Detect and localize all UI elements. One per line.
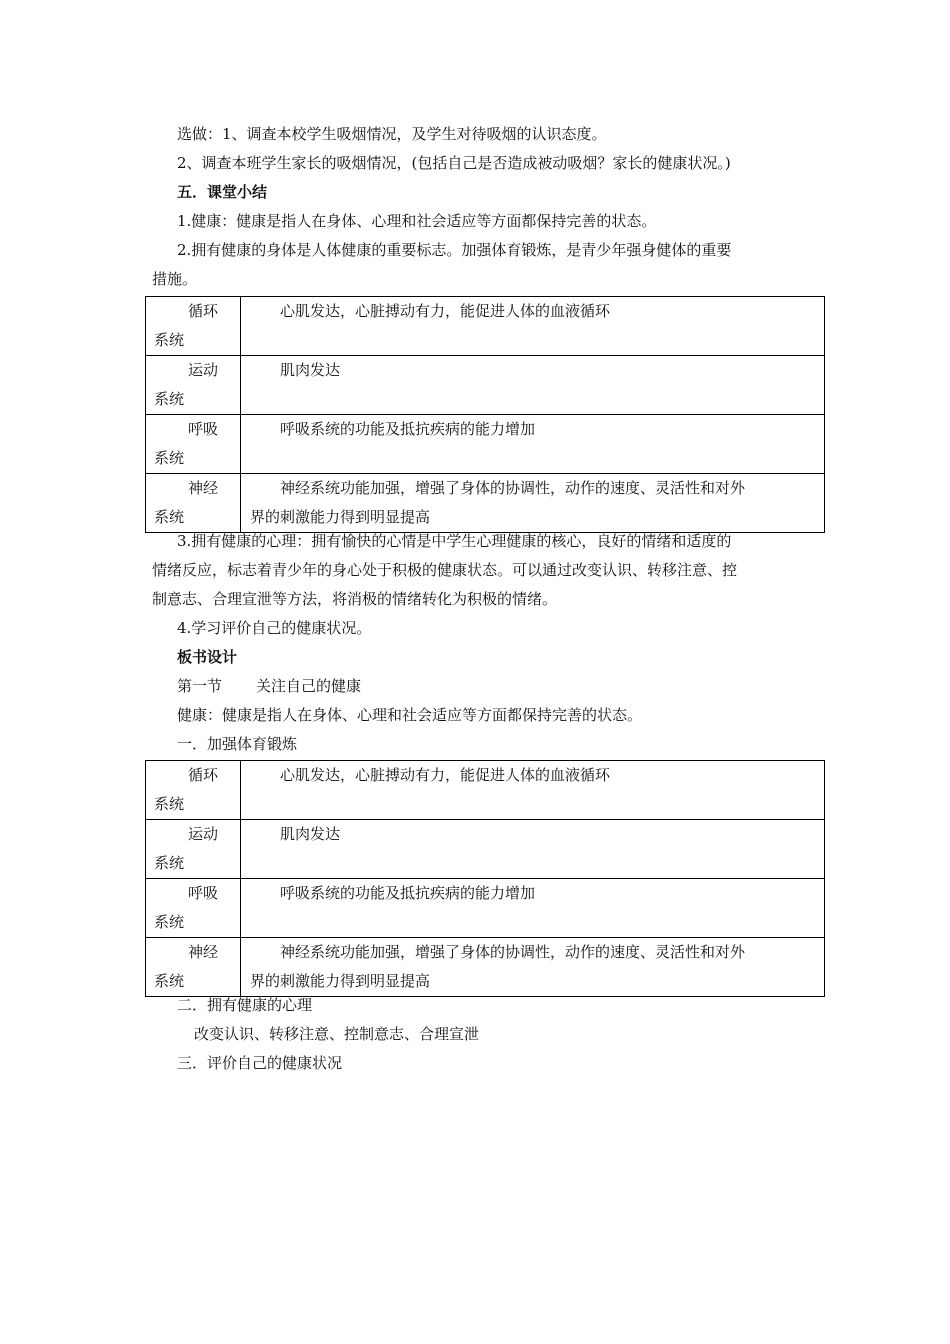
system-name-cell [146, 879, 241, 938]
system-name-part-2: 系统 [154, 854, 185, 872]
system-description: 神经系统功能加强，增强了身体的协调性，动作的速度、灵活性和对外 [280, 479, 746, 497]
system-name-part-1: 呼吸 [188, 884, 219, 902]
system-description-cell [241, 356, 825, 415]
system-description: 呼吸系统的功能及抵抗疾病的能力增加 [280, 420, 536, 438]
system-description-cell [241, 297, 825, 356]
board-system-table [145, 760, 825, 997]
system-name-part-1: 运动 [188, 825, 219, 843]
summary-system-table [145, 296, 825, 533]
system-name-cell [146, 938, 241, 997]
summary-point-2-line-1: 2.拥有健康的身体是人体健康的重要标志。加强体育锻炼，是青少年强身健体的重要 [177, 241, 732, 259]
board-section-number: 第一节 [177, 677, 223, 695]
system-name-cell [146, 356, 241, 415]
system-description-cell [241, 938, 825, 997]
system-description-cell [241, 820, 825, 879]
system-name-cell [146, 415, 241, 474]
system-name-part-2: 系统 [154, 795, 185, 813]
board-point-2-detail: 改变认识、转移注意、控制意志、合理宣泄 [194, 1025, 480, 1043]
system-description-cell [241, 761, 825, 820]
system-description-continued: 界的刺激能力得到明显提高 [250, 508, 431, 526]
table-row [146, 415, 825, 474]
system-name-part-2: 系统 [154, 508, 185, 526]
system-name-part-2: 系统 [154, 913, 185, 931]
system-description: 肌肉发达 [280, 361, 341, 379]
summary-heading: 五．课堂小结 [177, 183, 268, 201]
board-heading: 板书设计 [177, 648, 238, 666]
board-section-line [177, 674, 361, 698]
table-row [146, 356, 825, 415]
table-row [146, 938, 825, 997]
system-description: 神经系统功能加强，增强了身体的协调性，动作的速度、灵活性和对外 [280, 943, 746, 961]
table-row [146, 761, 825, 820]
summary-point-4: 4.学习评价自己的健康状况。 [177, 619, 372, 637]
system-name-cell [146, 297, 241, 356]
system-name-part-2: 系统 [154, 331, 185, 349]
system-description-cell [241, 474, 825, 533]
system-name-part-2: 系统 [154, 449, 185, 467]
elective-line-1: 选做：1、调查本校学生吸烟情况，及学生对待吸烟的认识态度。 [177, 125, 607, 143]
system-name-part-2: 系统 [154, 390, 185, 408]
system-description: 心肌发达，心脏搏动有力，能促进人体的血液循环 [280, 302, 611, 320]
system-name-part-1: 神经 [188, 943, 219, 961]
summary-point-1: 1.健康：健康是指人在身体、心理和社会适应等方面都保持完善的状态。 [177, 212, 657, 230]
system-description: 呼吸系统的功能及抵抗疾病的能力增加 [280, 884, 536, 902]
system-description-continued: 界的刺激能力得到明显提高 [250, 972, 431, 990]
summary-point-3-line-1: 3.拥有健康的心理：拥有愉快的心情是中学生心理健康的核心，良好的情绪和适度的 [177, 532, 732, 550]
system-name-part-1: 呼吸 [188, 420, 219, 438]
elective-line-2: 2、调查本班学生家长的吸烟情况，(包括自己是否造成被动吸烟？家长的健康状况。) [177, 154, 731, 172]
board-section-title: 关注自己的健康 [256, 677, 362, 695]
summary-point-2-line-2: 措施。 [152, 270, 198, 288]
board-point-2: 二．拥有健康的心理 [177, 996, 313, 1014]
table-row [146, 297, 825, 356]
system-description: 肌肉发达 [280, 825, 341, 843]
system-name-cell [146, 474, 241, 533]
system-description: 心肌发达，心脏搏动有力，能促进人体的血液循环 [280, 766, 611, 784]
system-description-cell [241, 879, 825, 938]
table-row [146, 820, 825, 879]
system-name-part-1: 神经 [188, 479, 219, 497]
board-definition: 健康：健康是指人在身体、心理和社会适应等方面都保持完善的状态。 [177, 706, 643, 724]
system-name-part-1: 循环 [188, 766, 219, 784]
system-name-cell [146, 820, 241, 879]
summary-point-3-line-2: 情绪反应，标志着青少年的身心处于积极的健康状态。可以通过改变认识、转移注意、控 [152, 561, 738, 579]
system-description-cell [241, 415, 825, 474]
board-point-3: 三．评价自己的健康状况 [177, 1054, 343, 1072]
table-row [146, 879, 825, 938]
system-name-part-1: 循环 [188, 302, 219, 320]
system-name-part-1: 运动 [188, 361, 219, 379]
system-name-cell [146, 761, 241, 820]
board-point-1: 一．加强体育锻炼 [177, 735, 298, 753]
summary-point-3-line-3: 制意志、合理宣泄等方法，将消极的情绪转化为积极的情绪。 [152, 590, 558, 608]
system-name-part-2: 系统 [154, 972, 185, 990]
table-row [146, 474, 825, 533]
